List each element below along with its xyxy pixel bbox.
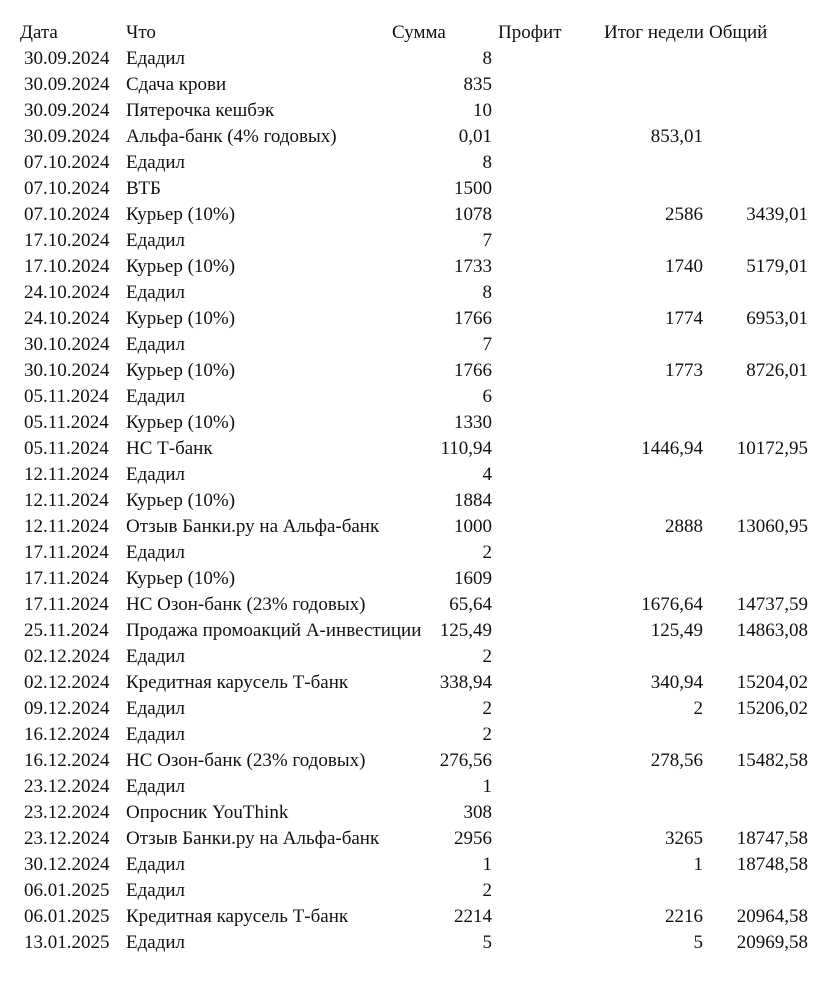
cell-sum: 6 [482,386,492,407]
cell-date: 23.12.2024 [24,828,110,849]
cell-total: 8726,01 [746,360,808,381]
cell-what: Курьер (10%) [126,360,236,381]
cell-sum: 1609 [454,568,492,589]
table-row [0,618,828,644]
cell-what: Едадил [126,152,186,173]
table-row [0,228,828,254]
cell-date: 05.11.2024 [24,438,109,459]
cell-total [708,46,808,72]
cell-date: 02.12.2024 [24,672,110,693]
cell-week-total: 1740 [665,256,703,277]
cell-sum: 1330 [454,412,492,433]
cell-date: 30.09.2024 [24,74,110,95]
cell-profit [497,488,599,514]
cell-what: Едадил [126,776,186,797]
header-sum: Сумма [392,22,446,43]
cell-week-total [600,566,703,592]
cell-date: 12.11.2024 [24,516,109,537]
cell-sum: 2 [482,542,492,563]
cell-what: Кредитная карусель Т-банк [126,672,349,693]
table-row [0,930,828,956]
table-row [0,332,828,358]
table-row [0,410,828,436]
cell-total [708,540,808,566]
cell-date: 30.10.2024 [24,360,110,381]
cell-week-total: 340,94 [650,672,703,693]
cell-what: Сдача крови [126,74,227,95]
cell-sum: 1733 [454,256,492,277]
cell-date: 24.10.2024 [24,282,110,303]
cell-week-total [600,332,703,358]
cell-sum: 2956 [454,828,492,849]
cell-sum: 338,94 [439,672,492,693]
cell-sum: 5 [482,932,492,953]
cell-sum: 0,01 [458,126,492,147]
cell-what: Едадил [126,854,186,875]
cell-what: Едадил [126,464,186,485]
cell-profit [497,800,599,826]
cell-sum: 1766 [454,308,492,329]
cell-week-total: 3265 [665,828,703,849]
cell-total: 3439,01 [746,204,808,225]
cell-sum: 1000 [454,516,492,537]
cell-week-total [600,228,703,254]
cell-profit [497,930,599,956]
cell-week-total: 125,49 [650,620,703,641]
table-row [0,176,828,202]
table-row [0,384,828,410]
cell-week-total [600,150,703,176]
cell-what: Кредитная карусель Т-банк [126,906,349,927]
cell-total [708,98,808,124]
cell-total [708,410,808,436]
cell-profit [497,878,599,904]
cell-profit [497,696,599,722]
table-row [0,904,828,930]
cell-what: Курьер (10%) [126,256,236,277]
cell-profit [497,124,599,150]
table-row [0,852,828,878]
cell-week-total: 2586 [665,204,703,225]
cell-week-total [600,176,703,202]
cell-week-total [600,384,703,410]
table-row [0,800,828,826]
cell-what: Отзыв Банки.ру на Альфа-банк [126,516,380,537]
cell-total [708,462,808,488]
cell-profit [497,410,599,436]
cell-total [708,878,808,904]
cell-what: Курьер (10%) [126,412,236,433]
cell-profit [497,358,599,384]
header-total: Общий [709,22,768,43]
cell-date: 07.10.2024 [24,178,110,199]
cell-profit [497,254,599,280]
cell-profit [497,150,599,176]
cell-total [708,722,808,748]
cell-profit [497,644,599,670]
cell-total: 15482,58 [736,750,808,771]
cell-what: ВТБ [126,178,161,199]
cell-date: 17.11.2024 [24,542,109,563]
cell-week-total: 1676,64 [641,594,703,615]
cell-week-total: 1446,94 [641,438,703,459]
cell-sum: 2214 [454,906,492,927]
cell-date: 30.09.2024 [24,48,110,69]
cell-week-total [600,280,703,306]
cell-date: 05.11.2024 [24,412,109,433]
cell-week-total [600,540,703,566]
cell-what: Едадил [126,880,186,901]
table-row [0,748,828,774]
cell-week-total [600,462,703,488]
cell-profit [497,748,599,774]
cell-profit [497,176,599,202]
cell-week-total [600,644,703,670]
table-row [0,566,828,592]
cell-date: 05.11.2024 [24,386,109,407]
cell-sum: 1766 [454,360,492,381]
cell-date: 09.12.2024 [24,698,110,719]
cell-date: 17.11.2024 [24,568,109,589]
table-row [0,436,828,462]
cell-total: 18747,58 [736,828,808,849]
cell-total: 20969,58 [736,932,808,953]
cell-profit [497,280,599,306]
cell-date: 12.11.2024 [24,490,109,511]
cell-total [708,150,808,176]
cell-week-total: 5 [693,932,703,953]
cell-profit [497,904,599,930]
cell-date: 24.10.2024 [24,308,110,329]
table-row [0,488,828,514]
cell-date: 02.12.2024 [24,646,110,667]
cell-week-total [600,774,703,800]
table-row [0,592,828,618]
cell-date: 06.01.2025 [24,880,110,901]
cell-week-total [600,488,703,514]
cell-week-total: 1773 [665,360,703,381]
cell-profit [497,722,599,748]
cell-sum: 10 [473,100,492,121]
cell-profit [497,618,599,644]
cell-date: 07.10.2024 [24,204,110,225]
cell-profit [497,72,599,98]
cell-what: Отзыв Банки.ру на Альфа-банк [126,828,380,849]
cell-total: 14863,08 [736,620,808,641]
cell-total: 18748,58 [736,854,808,875]
table-row [0,722,828,748]
cell-date: 13.01.2025 [24,932,110,953]
cell-date: 16.12.2024 [24,724,110,745]
cell-profit [497,46,599,72]
cell-date: 17.11.2024 [24,594,109,615]
cell-total: 13060,95 [736,516,808,537]
cell-profit [497,306,599,332]
cell-week-total [600,46,703,72]
cell-week-total: 1774 [665,308,703,329]
cell-sum: 835 [463,74,492,95]
table-row [0,358,828,384]
cell-total: 5179,01 [746,256,808,277]
table-row [0,150,828,176]
cell-date: 30.10.2024 [24,334,110,355]
cell-what: Едадил [126,334,186,355]
cell-total: 10172,95 [736,438,808,459]
cell-week-total [600,800,703,826]
cell-sum: 65,64 [449,594,492,615]
cell-what: Едадил [126,386,186,407]
cell-what: НС Озон-банк (23% годовых) [126,750,366,771]
cell-what: Едадил [126,48,186,69]
table-row [0,670,828,696]
cell-sum: 276,56 [439,750,492,771]
cell-total [708,566,808,592]
cell-profit [497,332,599,358]
cell-profit [497,384,599,410]
cell-profit [497,774,599,800]
table-row [0,72,828,98]
cell-date: 23.12.2024 [24,802,110,823]
cell-profit [497,566,599,592]
cell-sum: 110,94 [440,438,492,459]
cell-what: НС Т-банк [126,438,213,459]
cell-sum: 4 [482,464,492,485]
table-row [0,540,828,566]
cell-date: 30.09.2024 [24,100,110,121]
cell-date: 30.12.2024 [24,854,110,875]
cell-what: Едадил [126,724,186,745]
cell-profit [497,98,599,124]
cell-total [708,176,808,202]
cell-date: 17.10.2024 [24,230,110,251]
cell-sum: 8 [482,282,492,303]
cell-week-total [600,72,703,98]
cell-sum: 1500 [454,178,492,199]
cell-date: 25.11.2024 [24,620,109,641]
header-profit: Профит [498,22,562,43]
table-row [0,696,828,722]
cell-profit [497,826,599,852]
table-row [0,514,828,540]
table-row [0,202,828,228]
cell-sum: 2 [482,880,492,901]
cell-week-total: 853,01 [650,126,703,147]
table-row [0,826,828,852]
cell-profit [497,436,599,462]
header-week-total: Итог недели [604,22,704,43]
cell-week-total: 2 [693,698,703,719]
cell-total [708,72,808,98]
header-what: Что [126,22,156,43]
cell-total [708,280,808,306]
cell-date: 12.11.2024 [24,464,109,485]
cell-profit [497,852,599,878]
cell-what: Курьер (10%) [126,490,236,511]
cell-total [708,774,808,800]
cell-sum: 1884 [454,490,492,511]
cell-total: 15204,02 [736,672,808,693]
cell-what: Едадил [126,230,186,251]
cell-profit [497,540,599,566]
cell-what: Едадил [126,932,186,953]
cell-week-total: 2888 [665,516,703,537]
cell-profit [497,592,599,618]
cell-profit [497,228,599,254]
cell-sum: 8 [482,152,492,173]
table-row [0,774,828,800]
cell-what: НС Озон-банк (23% годовых) [126,594,366,615]
cell-sum: 7 [482,334,492,355]
cell-what: Едадил [126,282,186,303]
cell-what: Курьер (10%) [126,568,236,589]
cell-what: Пятерочка кешбэк [126,100,275,121]
cell-what: Продажа промоакций А-инвестиции [126,620,422,641]
cell-total: 15206,02 [736,698,808,719]
cell-what: Опросник YouThink [126,802,289,823]
table-row [0,306,828,332]
table-row [0,644,828,670]
cell-week-total: 278,56 [650,750,703,771]
cell-week-total: 2216 [665,906,703,927]
cell-profit [497,202,599,228]
cell-total [708,332,808,358]
cell-total [708,228,808,254]
cell-date: 16.12.2024 [24,750,110,771]
table-row [0,46,828,72]
cell-sum: 2 [482,724,492,745]
cell-date: 30.09.2024 [24,126,110,147]
cell-date: 17.10.2024 [24,256,110,277]
cell-sum: 2 [482,698,492,719]
cell-sum: 8 [482,48,492,69]
cell-what: Едадил [126,542,186,563]
header-date: Дата [20,22,58,43]
table-row [0,254,828,280]
cell-week-total [600,98,703,124]
cell-week-total [600,722,703,748]
table-row [0,878,828,904]
cell-date: 06.01.2025 [24,906,110,927]
table-row [0,98,828,124]
cell-profit [497,462,599,488]
table-row [0,462,828,488]
cell-sum: 308 [463,802,492,823]
header-row [0,20,828,46]
cell-what: Альфа-банк (4% годовых) [126,126,337,147]
cell-total: 6953,01 [746,308,808,329]
cell-sum: 125,49 [439,620,492,641]
cell-total [708,488,808,514]
cell-sum: 1 [482,776,492,797]
cell-sum: 1 [482,854,492,875]
cell-profit [497,670,599,696]
cell-total: 20964,58 [736,906,808,927]
table-row [0,124,828,150]
cell-week-total [600,878,703,904]
cell-week-total: 1 [693,854,703,875]
cell-what: Едадил [126,646,186,667]
cell-what: Курьер (10%) [126,204,236,225]
cell-sum: 1078 [454,204,492,225]
cell-sum: 2 [482,646,492,667]
cell-total [708,644,808,670]
cell-date: 07.10.2024 [24,152,110,173]
cell-what: Курьер (10%) [126,308,236,329]
cell-week-total [600,410,703,436]
cell-total: 14737,59 [736,594,808,615]
cell-total [708,800,808,826]
cell-total [708,124,808,150]
cell-sum: 7 [482,230,492,251]
table-row [0,280,828,306]
cell-what: Едадил [126,698,186,719]
cell-profit [497,514,599,540]
cell-date: 23.12.2024 [24,776,110,797]
cell-total [708,384,808,410]
